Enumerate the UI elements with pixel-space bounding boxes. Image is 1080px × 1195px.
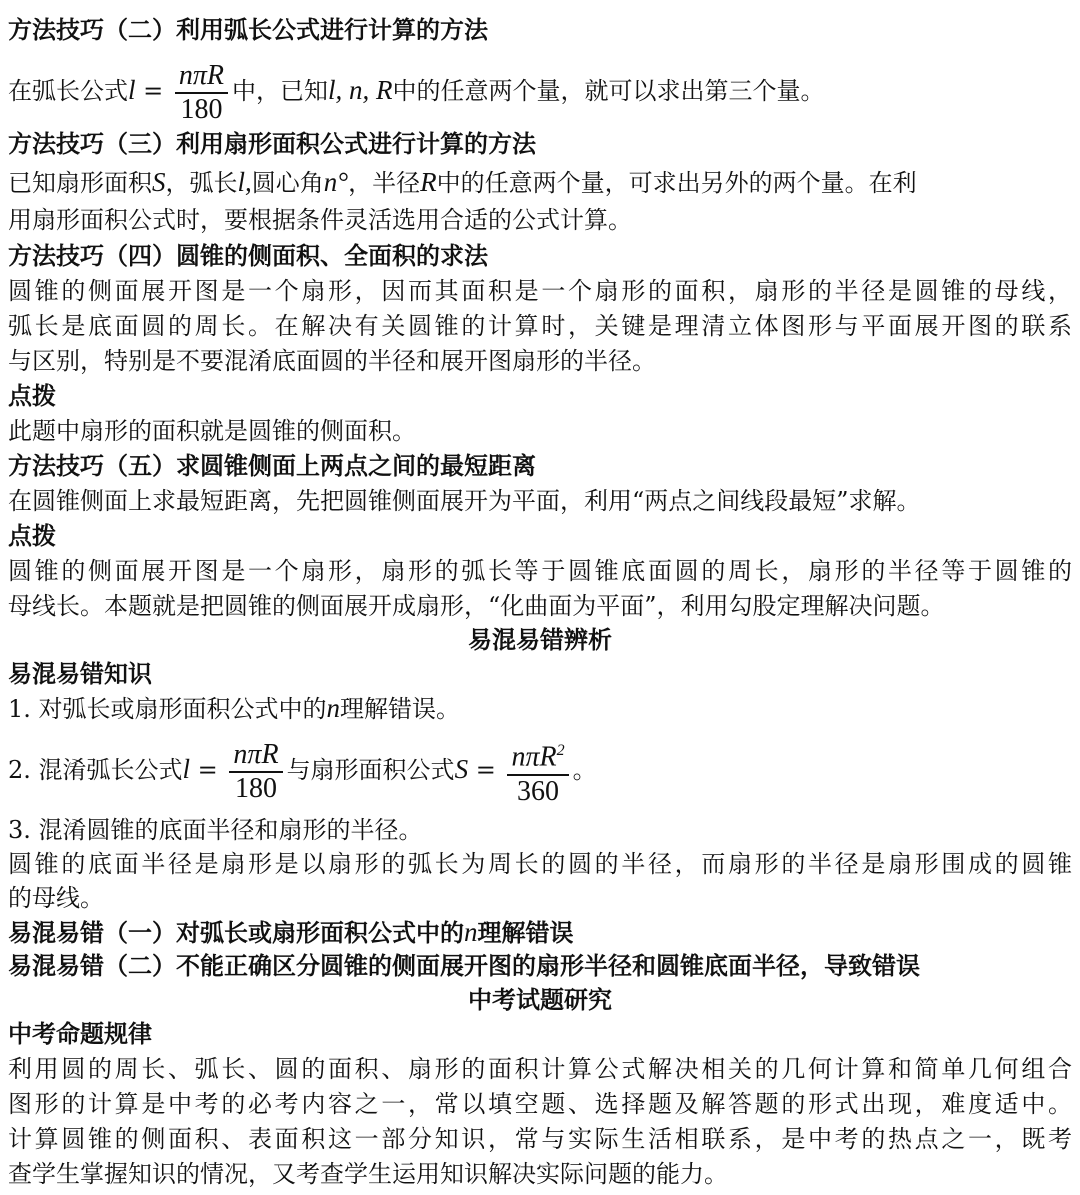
arc-length-fraction: $\frac{\text{nπR}}{180}$ — [175, 60, 228, 126]
paragraph-line: 此题中扇形的面积就是圆锥的侧面积。 — [8, 417, 416, 445]
paragraph-line: 与区别，特别是不要混淆底面圆的半径和展开图扇形的半径。 — [8, 347, 656, 375]
paragraph-line: 圆锥的侧面展开图是一个扇形，因而其面积是一个扇形的面积，扇形的半径是圆锥的母线， — [8, 277, 1072, 305]
list-item: 3. 混淆圆锥的底面半径和扇形的半径。 — [8, 816, 423, 844]
sector-area-fraction: $\frac{n\pi R^2}{360}$ — [507, 735, 568, 807]
paragraph-line: 在圆锥侧面上求最短距离，先把圆锥侧面展开为平面，利用“两点之间线段最短”求解。 — [8, 487, 921, 515]
heading-method-3: 方法技巧（三）利用扇形面积公式进行计算的方法 — [8, 130, 536, 158]
paragraph-line: 图形的计算是中考的必考内容之一，常以填空题、选择题及解答题的形式出现，难度适中。 — [8, 1090, 1072, 1118]
paragraph-line: 母线长。本题就是把圆锥的侧面展开成扇形，“化曲面为平面”，利用勾股定理解决问题。 — [8, 592, 945, 620]
heading-method-4: 方法技巧（四）圆锥的侧面积、全面积的求法 — [8, 242, 488, 270]
arc-length-fraction: $\frac{\text{nπR}}{180}$ — [229, 739, 282, 805]
heading-tip: 点拨 — [8, 382, 56, 410]
section-title: 易混易错辨析 — [468, 626, 612, 654]
heading-method-5: 方法技巧（五）求圆锥侧面上两点之间的最短距离 — [8, 452, 536, 480]
heading-error-2: 易混易错（二）不能正确区分圆锥的侧面展开图的扇形半径和圆锥底面半径，导致错误 — [8, 952, 920, 980]
subsection-title: 易混易错知识 — [8, 660, 152, 688]
arc-length-formula-line: 在弧长公式l = $\frac{\text{nπR}}{180}$ 中，已知l, n, R中的任意两个量，就可以求出第三个量。 — [8, 59, 825, 125]
paragraph-line: 弧长是底面圆的周长。在解决有关圆锥的计算时，关键是理清立体图形与平面展开图的联系 — [8, 312, 1072, 340]
paragraph-line: 查学生掌握知识的情况，又考查学生运用知识解决实际问题的能力。 — [8, 1160, 728, 1188]
paragraph-line: 的母线。 — [8, 884, 104, 912]
heading-error-1: 易混易错（一）对弧长或扇形面积公式中的n理解错误 — [8, 917, 574, 947]
paragraph-line: 已知扇形面积S，弧长l,圆心角n°，半径R中的任意两个量，可求出另外的两个量。在利 — [8, 167, 917, 197]
paragraph-line: 用扇形面积公式时，要根据条件灵活选用合适的公式计算。 — [8, 206, 632, 234]
paragraph-line: 计算圆锥的侧面积、表面积这一部分知识，常与实际生活相联系，是中考的热点之一，既考 — [8, 1125, 1072, 1153]
list-item-formulas: 2. 混淆弧长公式l = $\frac{\text{nπR}}{180}$ 与扇形面积公式S = $\frac{n\pi R^2}{360}$ 。 — [8, 734, 1072, 804]
heading-method-2: 方法技巧（二）利用弧长公式进行计算的方法 — [8, 16, 488, 44]
list-item: 1. 对弧长或扇形面积公式中的n理解错误。 — [8, 693, 461, 723]
section-title: 中考试题研究 — [468, 986, 612, 1014]
paragraph-line: 圆锥的侧面展开图是一个扇形，扇形的弧长等于圆锥底面圆的周长，扇形的半径等于圆锥的 — [8, 557, 1072, 585]
heading-tip: 点拨 — [8, 522, 56, 550]
paragraph-line: 圆锥的底面半径是扇形是以扇形的弧长为周长的圆的半径，而扇形的半径是扇形围成的圆锥 — [8, 850, 1072, 878]
paragraph-line: 利用圆的周长、弧长、圆的面积、扇形的面积计算公式解决相关的几何计算和简单几何组合 — [8, 1055, 1072, 1083]
subsection-title: 中考命题规律 — [8, 1020, 152, 1048]
